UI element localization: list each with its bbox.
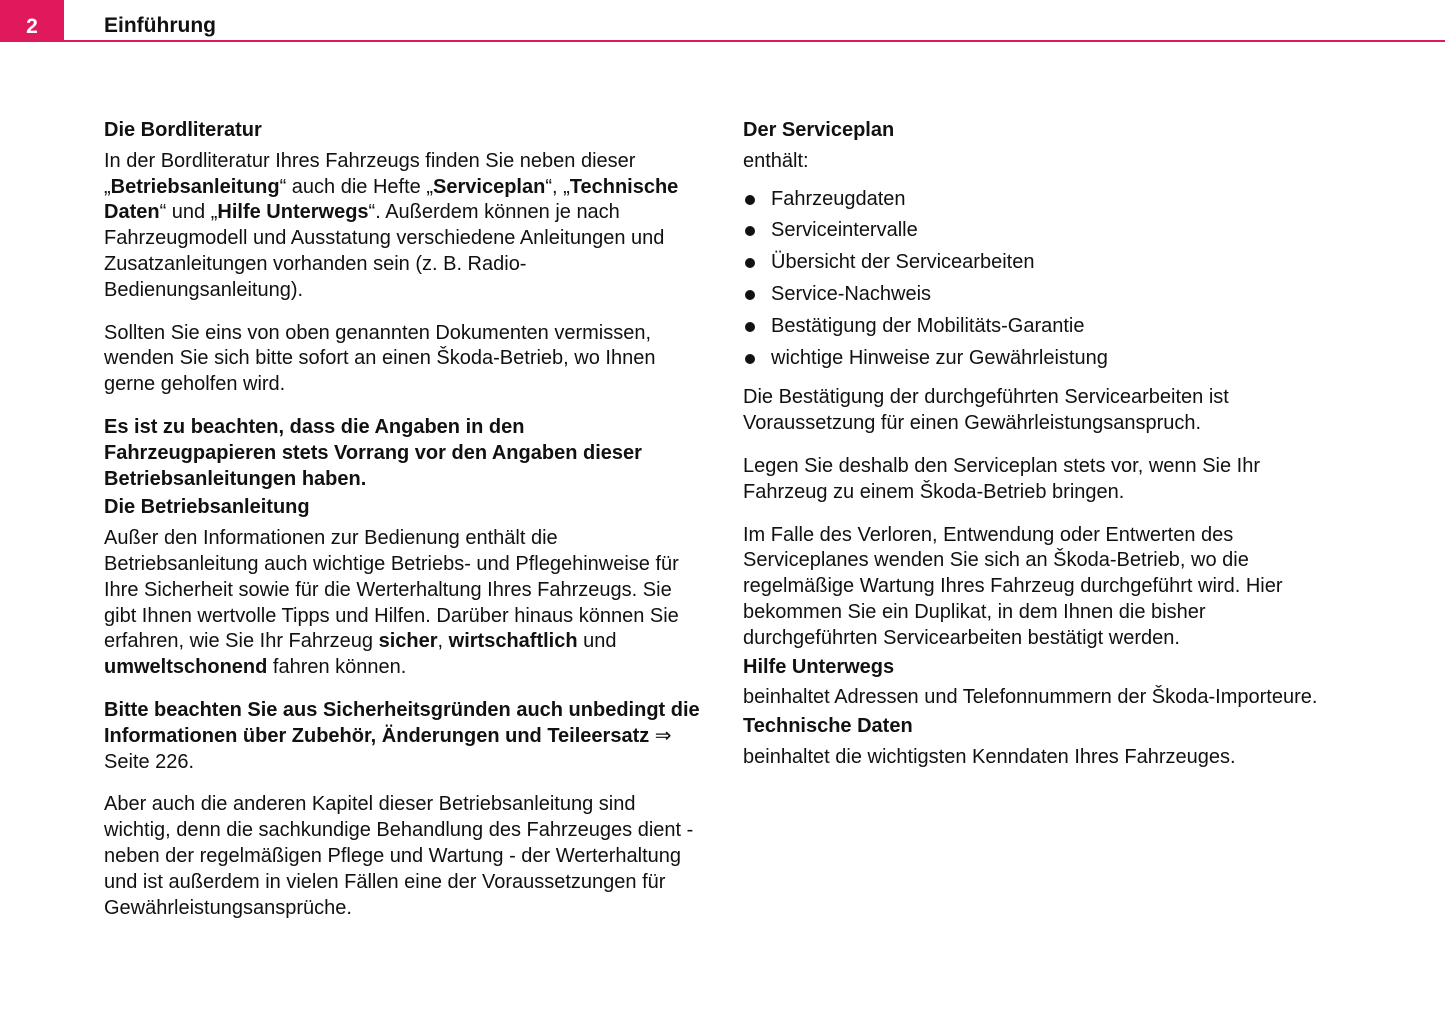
bold-text: umweltschonend (104, 656, 268, 679)
text: In der Bordliteratur Ihres Fahrzeugs finden Sie neben dieser „ (104, 149, 636, 198)
paragraph (743, 149, 1339, 175)
list-item (743, 282, 1339, 308)
left-column (104, 118, 700, 938)
bullet-icon (745, 322, 755, 332)
list-item (743, 314, 1339, 340)
list-item-label: Serviceintervalle (771, 219, 918, 242)
bold-text: wirtschaftlich (448, 630, 578, 653)
bold-text: Bitte beachten Sie aus Sicherheitsgründen auch unbedingt die Informationen über Zubehör, Änderungen und Teileersatz (104, 698, 700, 747)
bold-text: Betriebsanleitung (110, 175, 280, 198)
paragraph (743, 385, 1339, 437)
text: beinhaltet die wichtigsten Kenndaten Ihres Fahrzeuges. (743, 745, 1236, 768)
bullet-icon (745, 226, 755, 236)
list-item-label: Service-Nachweis (771, 282, 932, 305)
bold-text: Technische Daten (104, 175, 679, 224)
section-heading: Die Bordliteratur (104, 119, 262, 141)
paragraph (743, 685, 1339, 711)
bold-text: Es ist zu beachten, dass die Angaben in den Fahrzeugpapieren stets Vorrang vor den Angaben dieser Betriebsanleitungen haben. (104, 415, 642, 490)
bold-text: sicher (378, 630, 438, 653)
section-heading: Der Serviceplan (743, 119, 895, 141)
text: beinhaltet Adressen und Telefonnummern der Škoda-Importeure. (743, 686, 1318, 709)
text: enthält: (743, 149, 809, 172)
bullet-icon (745, 290, 755, 300)
paragraph (743, 523, 1339, 652)
page-number: 2 (0, 0, 64, 41)
chapter-title: Einführung (104, 14, 216, 37)
text: “, „ (545, 175, 570, 198)
paragraph (104, 149, 700, 304)
list-item-label: wichtige Hinweise zur Gewährleistung (771, 346, 1108, 369)
list-item (743, 250, 1339, 276)
list-item-label: Fahrzeugdaten (771, 187, 906, 210)
paragraph (104, 321, 700, 398)
list-item-label: Übersicht der Servicearbeiten (771, 251, 1035, 274)
paragraph (104, 526, 700, 681)
bullet-list (743, 187, 1339, 372)
text: Außer den Informationen zur Bedienung enthält die Betriebsanleitung auch wichtige Betriebs- und Pflegehinweise für Ihre Sicherheit sowie für die Werterhaltung Ihres Fahrzeugs. Sie gibt Ihnen wertvolle Tipps und Hilfen. Darüber hinaus können Sie erfahren, wie Sie Ihr Fahrzeug (104, 527, 679, 653)
text: Legen Sie deshalb den Serviceplan stets vor, wenn Sie Ihr Fahrzeug zu einem Škoda-Betrieb bringen. (743, 454, 1260, 503)
text: fahren können. (267, 656, 407, 679)
text: “. Außerdem können je nach Fahrzeugmodell und Ausstatung verschiedene Anleitungen und Zusatzanleitungen vorhanden sein (z. B. Radio-Bedienungsanleitung). (104, 201, 665, 301)
text: “ auch die Hefte „ (279, 175, 434, 198)
bullet-icon (745, 195, 755, 205)
section-heading: Hilfe Unterwegs (743, 655, 895, 678)
paragraph (104, 415, 700, 492)
list-item (743, 187, 1339, 213)
text: Sollten Sie eins von oben genannten Dokumenten vermissen, wenden Sie sich bitte sofort an einen Škoda-Betrieb, wo Ihnen gerne geholfen wird. (104, 321, 656, 396)
paragraph (743, 454, 1339, 506)
paragraph (104, 792, 700, 921)
text: und (577, 630, 617, 653)
list-item-label: Bestätigung der Mobilitäts-Garantie (771, 314, 1085, 337)
text: , (437, 630, 449, 653)
text: ⇒ Seite 226. (104, 724, 672, 773)
paragraph (743, 745, 1339, 771)
section-heading: Technische Daten (743, 715, 913, 738)
section-heading: Die Betriebsanleitung (104, 496, 310, 519)
text: Im Falle des Verloren, Entwendung oder Entwerten des Serviceplanes wenden Sie sich an Škoda-Betrieb, wo die regelmäßige Wartung Ihres Fahrzeug durchgeführt wird. Hier bekommen Sie ein Duplikat, in dem Ihnen die bisher durchgeführten Servicearbeiten bestätigt werden. (743, 523, 1283, 649)
text: “ und „ (159, 201, 218, 224)
header-divider (0, 40, 1445, 42)
list-item (743, 218, 1339, 244)
bullet-icon (745, 258, 755, 268)
paragraph (104, 698, 700, 775)
bold-text: Hilfe Unterwegs (217, 201, 369, 224)
bullet-icon (745, 354, 755, 364)
right-column (743, 118, 1339, 788)
text: Aber auch die anderen Kapitel dieser Betriebsanleitung sind wichtig, denn die sachkundige Behandlung des Fahrzeuges dient - neben der regelmäßigen Pflege und Wartung - der Werterhaltung und ist außerdem in vielen Fällen eine der Voraussetzungen für Gewährleistungsansprüche. (104, 793, 694, 919)
text: Die Bestätigung der durchgeführten Servicearbeiten ist Voraussetzung für einen Gewährleistungsanspruch. (743, 386, 1229, 435)
list-item (743, 346, 1339, 372)
bold-text: Serviceplan (433, 175, 546, 198)
